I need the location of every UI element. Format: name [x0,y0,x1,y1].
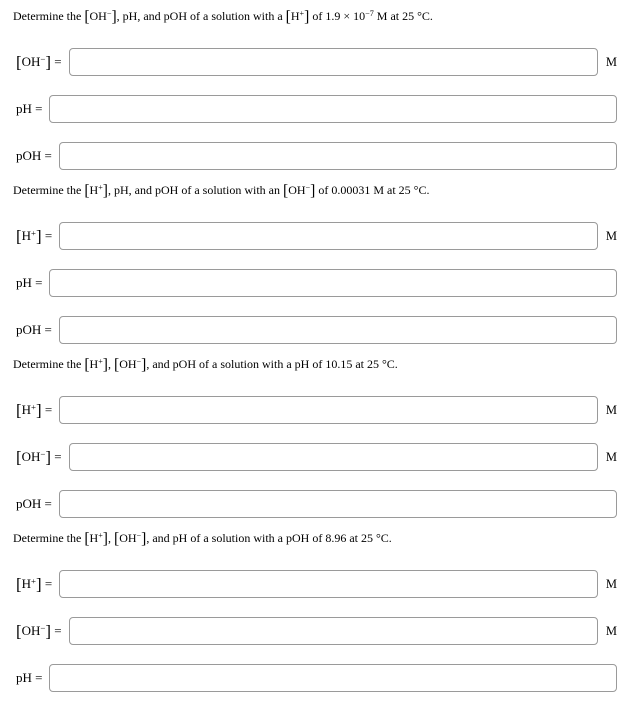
q2-poh-label: pOH = [16,322,52,337]
q1-ph-input[interactable] [49,95,617,123]
question-1-prompt: Determine the [OH−], pH, and pOH of a solution with a [H+] of $1.9 \times 10^{-7}$ M at 25 °C. [13,8,433,26]
q2-h-unit-molar: M [605,228,617,243]
q4-oh-unit-molar: M [605,623,617,638]
question-4-prompt: Determine the [H+], [OH−], and pH of a solution with a pOH of 8.96 at 25 °C. [13,530,392,548]
answer-row [13,316,617,344]
q3-oh-concentration-input[interactable] [69,443,598,471]
q4-h-label: [H+] = [16,574,53,594]
question-block-2 [13,182,617,344]
q3-poh-label: pOH = [16,496,52,511]
q1-oh-concentration-input[interactable] [69,48,598,76]
q2-h-concentration-input[interactable] [59,222,598,250]
q2-ph-input[interactable] [49,269,617,297]
q2-ph-label: pH = [16,275,43,290]
answer-row [13,142,617,170]
question-block-3 [13,356,617,518]
question-2-prompt: Determine the [H+], pH, and pOH of a solution with an [OH−] of 0.00031 M at 25 °C. [13,182,430,200]
q4-h-concentration-input[interactable] [59,570,598,598]
q3-oh-label: [OH−] = [16,447,62,467]
question-block-1 [13,8,617,170]
answer-row [13,617,617,645]
answer-row [13,269,617,297]
answer-row [13,570,617,598]
q3-h-label: [H+] = [16,400,53,420]
question-3-prompt: Determine the [H+], [OH−], and pOH of a solution with a pH of 10.15 at 25 °C. [13,356,398,374]
answer-row [13,396,617,424]
q1-ph-label: pH = [16,101,43,116]
q3-h-unit-molar: M [605,402,617,417]
answer-row [13,95,617,123]
q4-ph-input[interactable] [49,664,617,692]
q3-oh-unit-molar: M [605,449,617,464]
q1-oh-label: [OH−] = [16,52,62,72]
answer-row [13,48,617,76]
answer-row [13,443,617,471]
q3-poh-input[interactable] [59,490,617,518]
answer-row [13,664,617,692]
q4-ph-label: pH = [16,670,43,685]
q4-oh-label: [OH−] = [16,621,62,641]
q4-h-unit-molar: M [605,576,617,591]
q4-oh-concentration-input[interactable] [69,617,598,645]
q1-poh-input[interactable] [59,142,617,170]
q1-poh-label: pOH = [16,148,52,163]
q2-poh-input[interactable] [59,316,617,344]
q1-oh-unit-molar: M [605,54,617,69]
answer-row [13,222,617,250]
q2-h-label: [H+] = [16,226,53,246]
q3-h-concentration-input[interactable] [59,396,598,424]
answer-row [13,490,617,518]
question-block-4 [13,530,617,692]
